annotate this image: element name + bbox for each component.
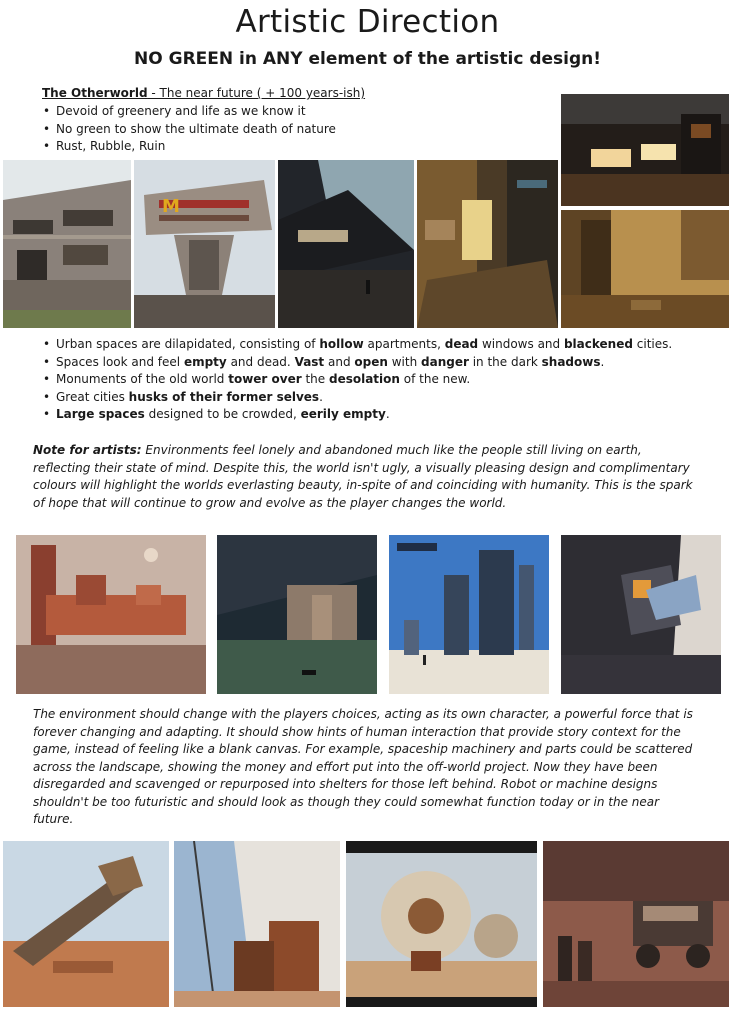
emphasis-text: empty (183, 354, 227, 369)
bullet-text: cities. (632, 337, 673, 351)
ruined-building-image (3, 160, 131, 328)
emphasis-text: danger (421, 354, 469, 369)
crashed-spaceship-image (3, 841, 169, 1007)
otherworld-tagline: - The near future ( + 100 years-ish) (147, 86, 366, 100)
list-item: • Rust, Rubble, Ruin (42, 138, 336, 156)
page-title: Artistic Direction (235, 4, 500, 40)
emphasis-text: blackened (563, 337, 633, 351)
bullet-text: in the dark (468, 354, 542, 369)
bullet-text: . (385, 407, 390, 421)
environment-paragraph: The environment should change with the players choices, acting as its own character, a powerful force that is forever changing and adapting. It should show hints of human interaction that provide story context for the game, instead of feeling like a blank canvas. For example, spaceship machinery and parts could be scattered across the landscape, showing the money and effort put into the off-world project. Now they have been disregarded and scavenged or repurposed into shelters for those left behind. Robot or machine designs shouldn't be too futuristic and should look as though they could somewhat function today or in the near future. (33, 707, 693, 826)
emphasis-text: desolation (328, 372, 400, 386)
bullet-text: Great cities (56, 389, 129, 404)
list-item: • No green to show the ultimate death of nature (42, 121, 336, 139)
desert-monoliths-image (389, 535, 549, 694)
bullet-text: Monuments of the old world (56, 372, 229, 386)
emphasis-text: Large spaces (56, 407, 145, 421)
otherworld-name: The Otherworld (42, 86, 148, 100)
emphasis-text: hollow (319, 337, 364, 351)
flooded-city-image (217, 535, 377, 694)
svg-text:M: M (162, 196, 180, 217)
brutalist-building-image (134, 160, 275, 328)
emphasis-text: husks of their former selves (128, 389, 320, 404)
bullet-text: . (319, 389, 323, 404)
bullet-text: designed to be crowded, (144, 407, 301, 421)
bullet-text: with (387, 354, 421, 369)
list-item: • Devoid of greenery and life as we know it (42, 103, 336, 121)
rusted-machinery-image (174, 841, 340, 1007)
note-for-artists (33, 442, 698, 512)
emphasis-text: dead (444, 337, 479, 351)
sepia-wasteland-city-image (561, 210, 729, 328)
list-item (42, 406, 672, 424)
satellite-dishes-image (346, 841, 537, 1007)
list-item (42, 371, 672, 389)
emphasis-text: eerily empty (300, 407, 386, 421)
emphasis-text: tower over (228, 372, 302, 386)
neon-street-image (561, 94, 729, 206)
list-item (42, 389, 672, 407)
bullet-text: apartments, (363, 337, 445, 351)
list-item (42, 336, 672, 354)
bullet-text: . (600, 354, 605, 369)
bullet-text: Spaces look and feel (56, 354, 184, 369)
emphasis-text: Vast (294, 354, 325, 369)
dark-underpass-image (278, 160, 414, 328)
vehicle-and-travelers-image (543, 841, 729, 1007)
bullet-text: windows and (478, 337, 564, 351)
bullet-text: of the new. (399, 372, 471, 386)
list-item (42, 354, 672, 372)
rusty-alley-image (417, 160, 558, 328)
otherworld-bullet-list (42, 103, 336, 156)
emphasis-text: shadows (541, 354, 601, 369)
bullet-text: and dead. (226, 354, 295, 369)
urban-bullet-list (42, 336, 672, 424)
bullet-text: the (301, 372, 329, 386)
note-label: Note for artists: (33, 443, 142, 457)
emphasis-text: open (354, 354, 388, 369)
red-ruins-image (16, 535, 206, 694)
bullet-text: Urban spaces are dilapidated, consisting of (56, 337, 320, 351)
note-text: Environments feel lonely and abandoned much like the people still living on earth, reflecting their state of mind. Despite this, the world isn't ugly, a visually pleasing design and complimentary colours will highlight the worlds everlasting beauty, in-spite of and coinciding with humanity. This is the spark of hope that will continue to grow and evolve as the player changes the world. (33, 443, 693, 510)
bullet-text: and (324, 354, 355, 369)
otherworld-heading (42, 86, 365, 100)
cliff-shelter-image (561, 535, 721, 694)
page-subtitle: NO GREEN in ANY element of the artistic design! (134, 49, 601, 69)
